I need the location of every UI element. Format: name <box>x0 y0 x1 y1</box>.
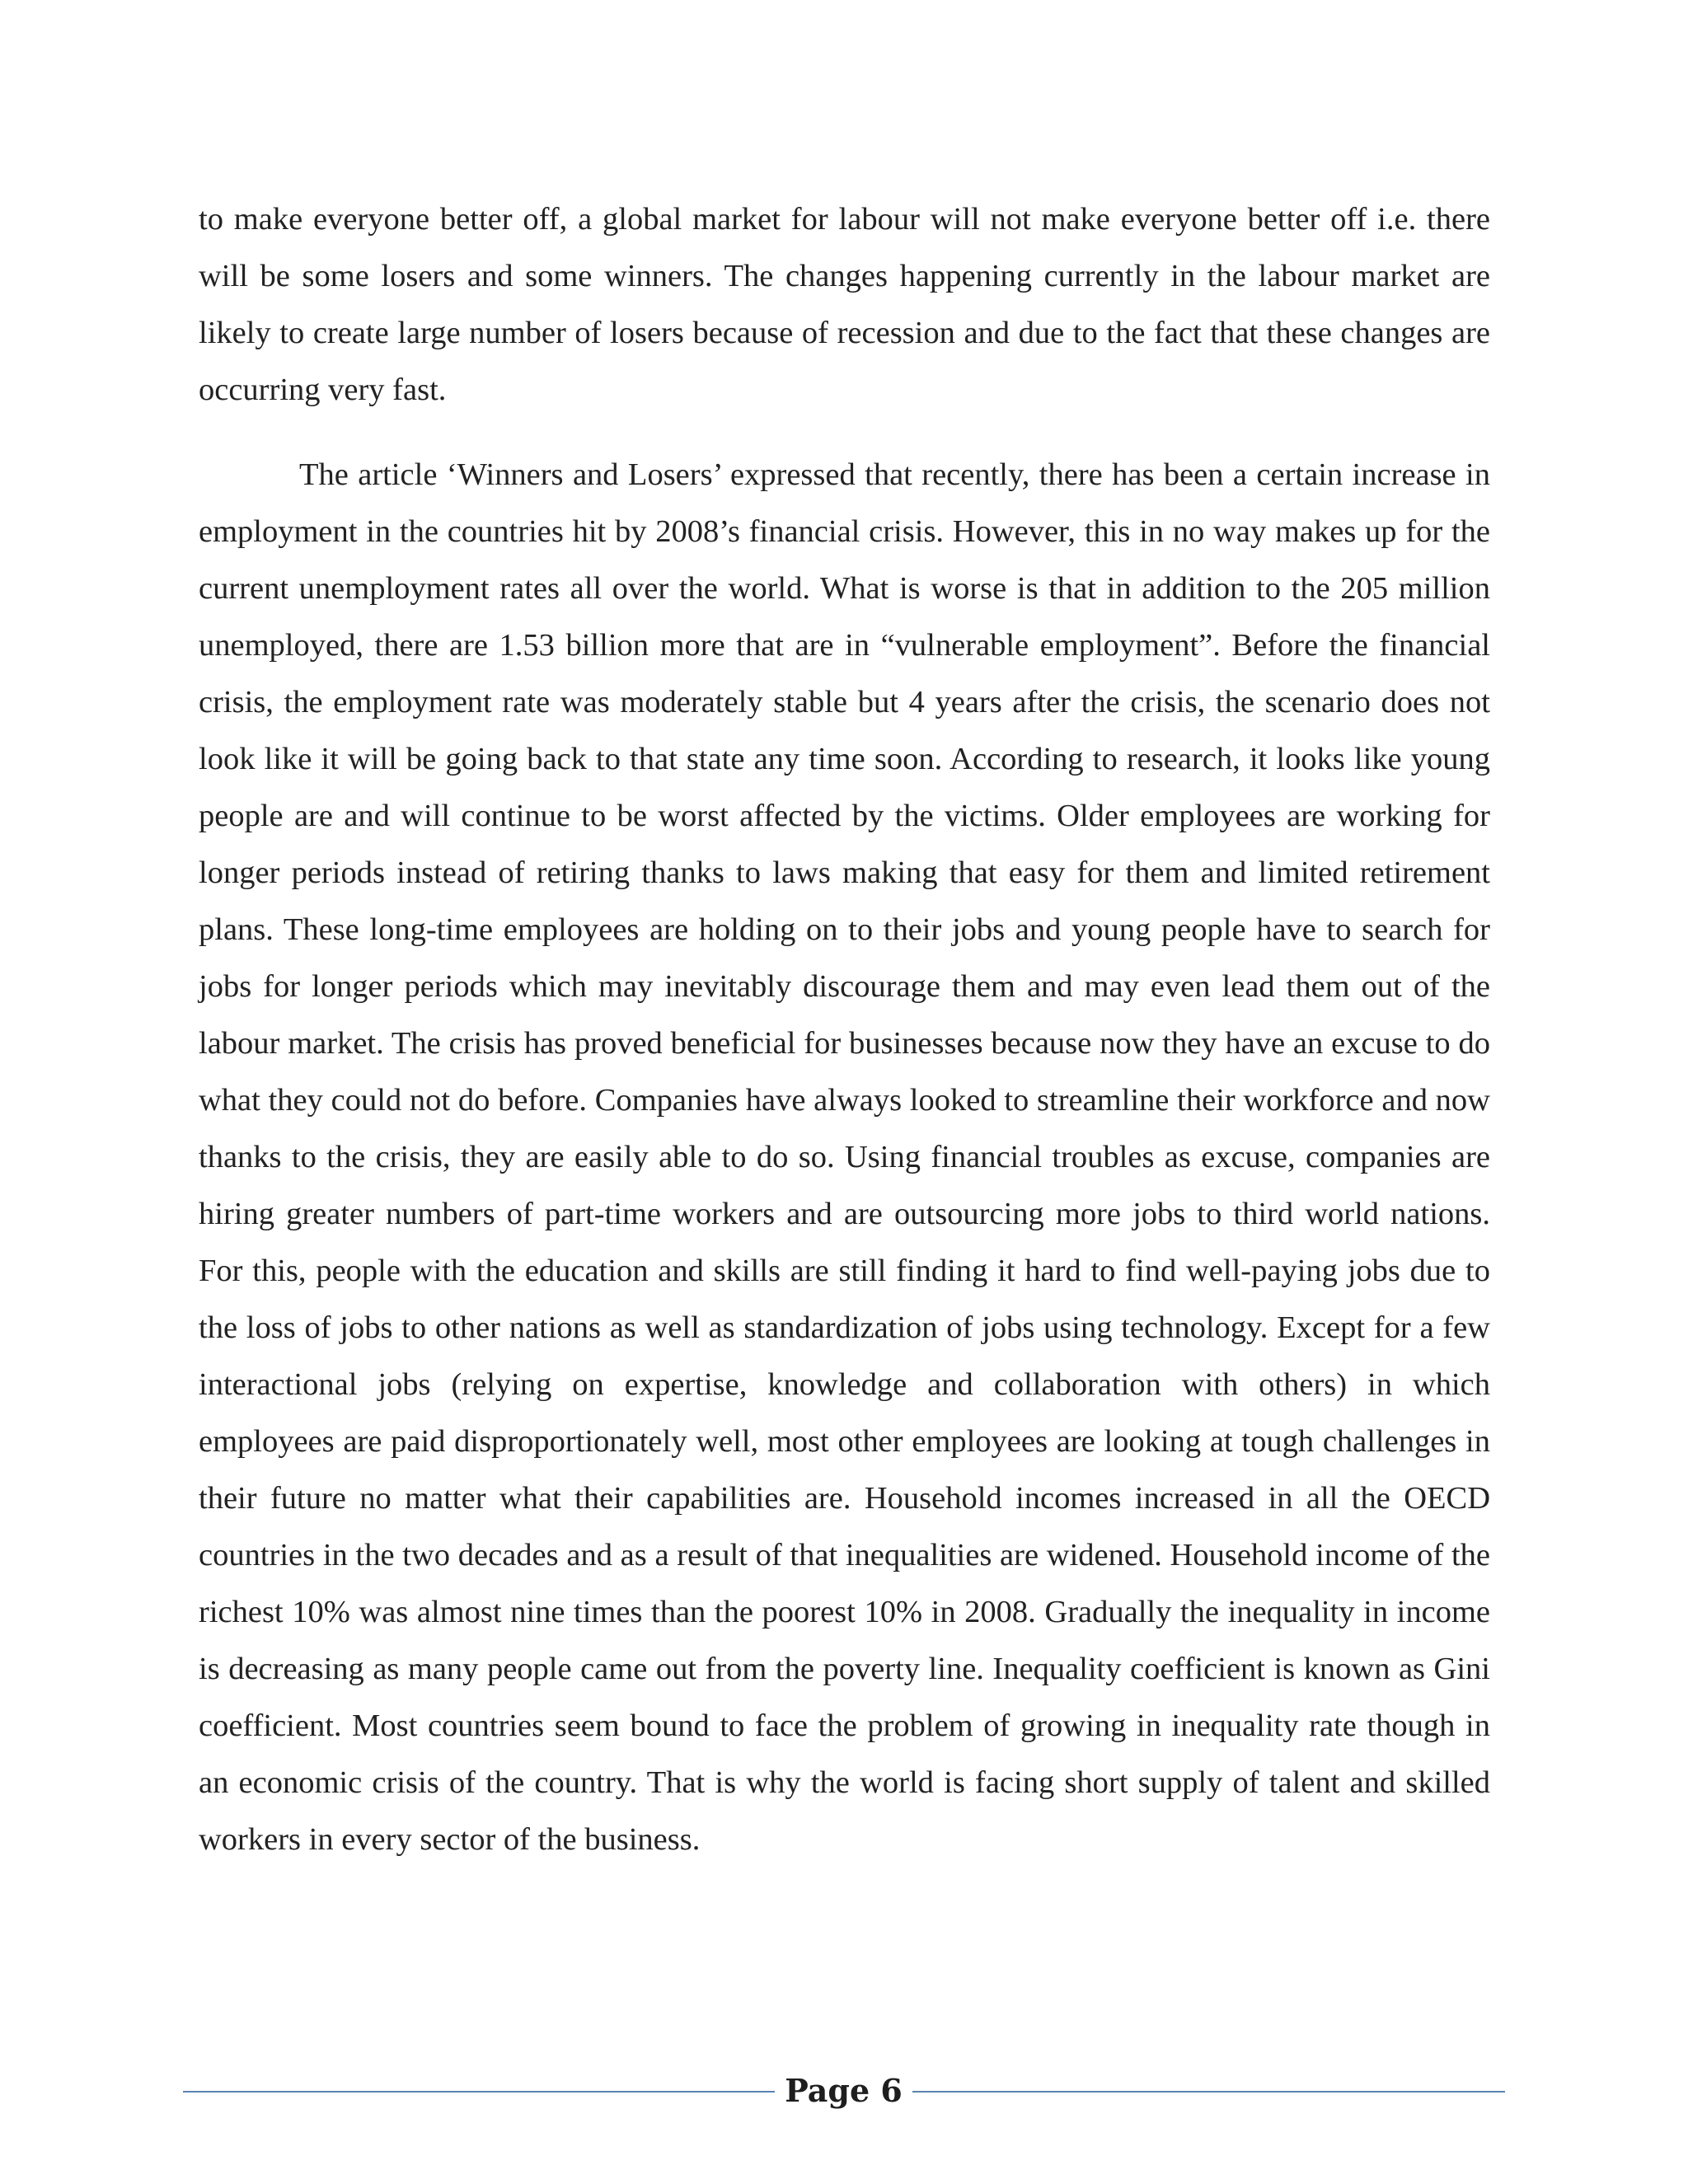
page-number: Page 6 <box>785 2072 903 2109</box>
footer-rule-left <box>183 2091 775 2093</box>
footer-rule-right <box>912 2091 1505 2093</box>
paragraph-winners-and-losers: The article ‘Winners and Losers’ expressed that recently, there has been a certain increase in employment in the countries hit by 2008’s financial crisis. However, this in no way makes up for the current unemployment rates all over the world. What is worse is that in addition to the 205 million unemployed, there are 1.53 billion more that are in “vulnerable employment”. Before the financial crisis, the employment rate was moderately stable but 4 years after the crisis, the scenario does not look like it will be going back to that state any time soon. According to research, it looks like young people are and will continue to be worst affected by the victims. Older employees are working for longer periods instead of retiring thanks to laws making that easy for them and limited retirement plans. These long-time employees are holding on to their jobs and young people have to search for jobs for longer periods which may inevitably discourage them and may even lead them out of the labour market. The crisis has proved beneficial for businesses because now they have an excuse to do what they could not do before. Companies have always looked to streamline their workforce and now thanks to the crisis, they are easily able to do so. Using financial troubles as excuse, companies are hiring greater numbers of part-time workers and are outsourcing more jobs to third world nations. For this, people with the education and skills are still finding it hard to find well-paying jobs due to the loss of jobs to other nations as well as standardization of jobs using technology. Except for a few interactional jobs (relying on expertise, knowledge and collaboration with others) in which employees are paid disproportionately well, most other employees are looking at tough challenges in their future no matter what their capabilities are. Household incomes increased in all the OECD countries in the two decades and as a result of that inequalities are widened. Household income of the richest 10% was almost nine times than the poorest 10% in 2008. Gradually the inequality in income is decreasing as many people came out from the poverty line. Inequality coefficient is known as Gini coefficient. Most countries seem bound to face the problem of growing in inequality rate though in an economic crisis of the country. That is why the world is facing short supply of talent and skilled workers in every sector of the business. <box>199 457 1490 1857</box>
paragraph-continuation: to make everyone better off, a global market for labour will not make everyone better off i.e. there will be some losers and some winners. The changes happening currently in the labour market are likely to create large number of losers because of recession and due to the fact that these changes are occurring very fast. <box>199 202 1490 407</box>
page-footer <box>183 2067 1505 2116</box>
document-body <box>199 191 1490 1868</box>
